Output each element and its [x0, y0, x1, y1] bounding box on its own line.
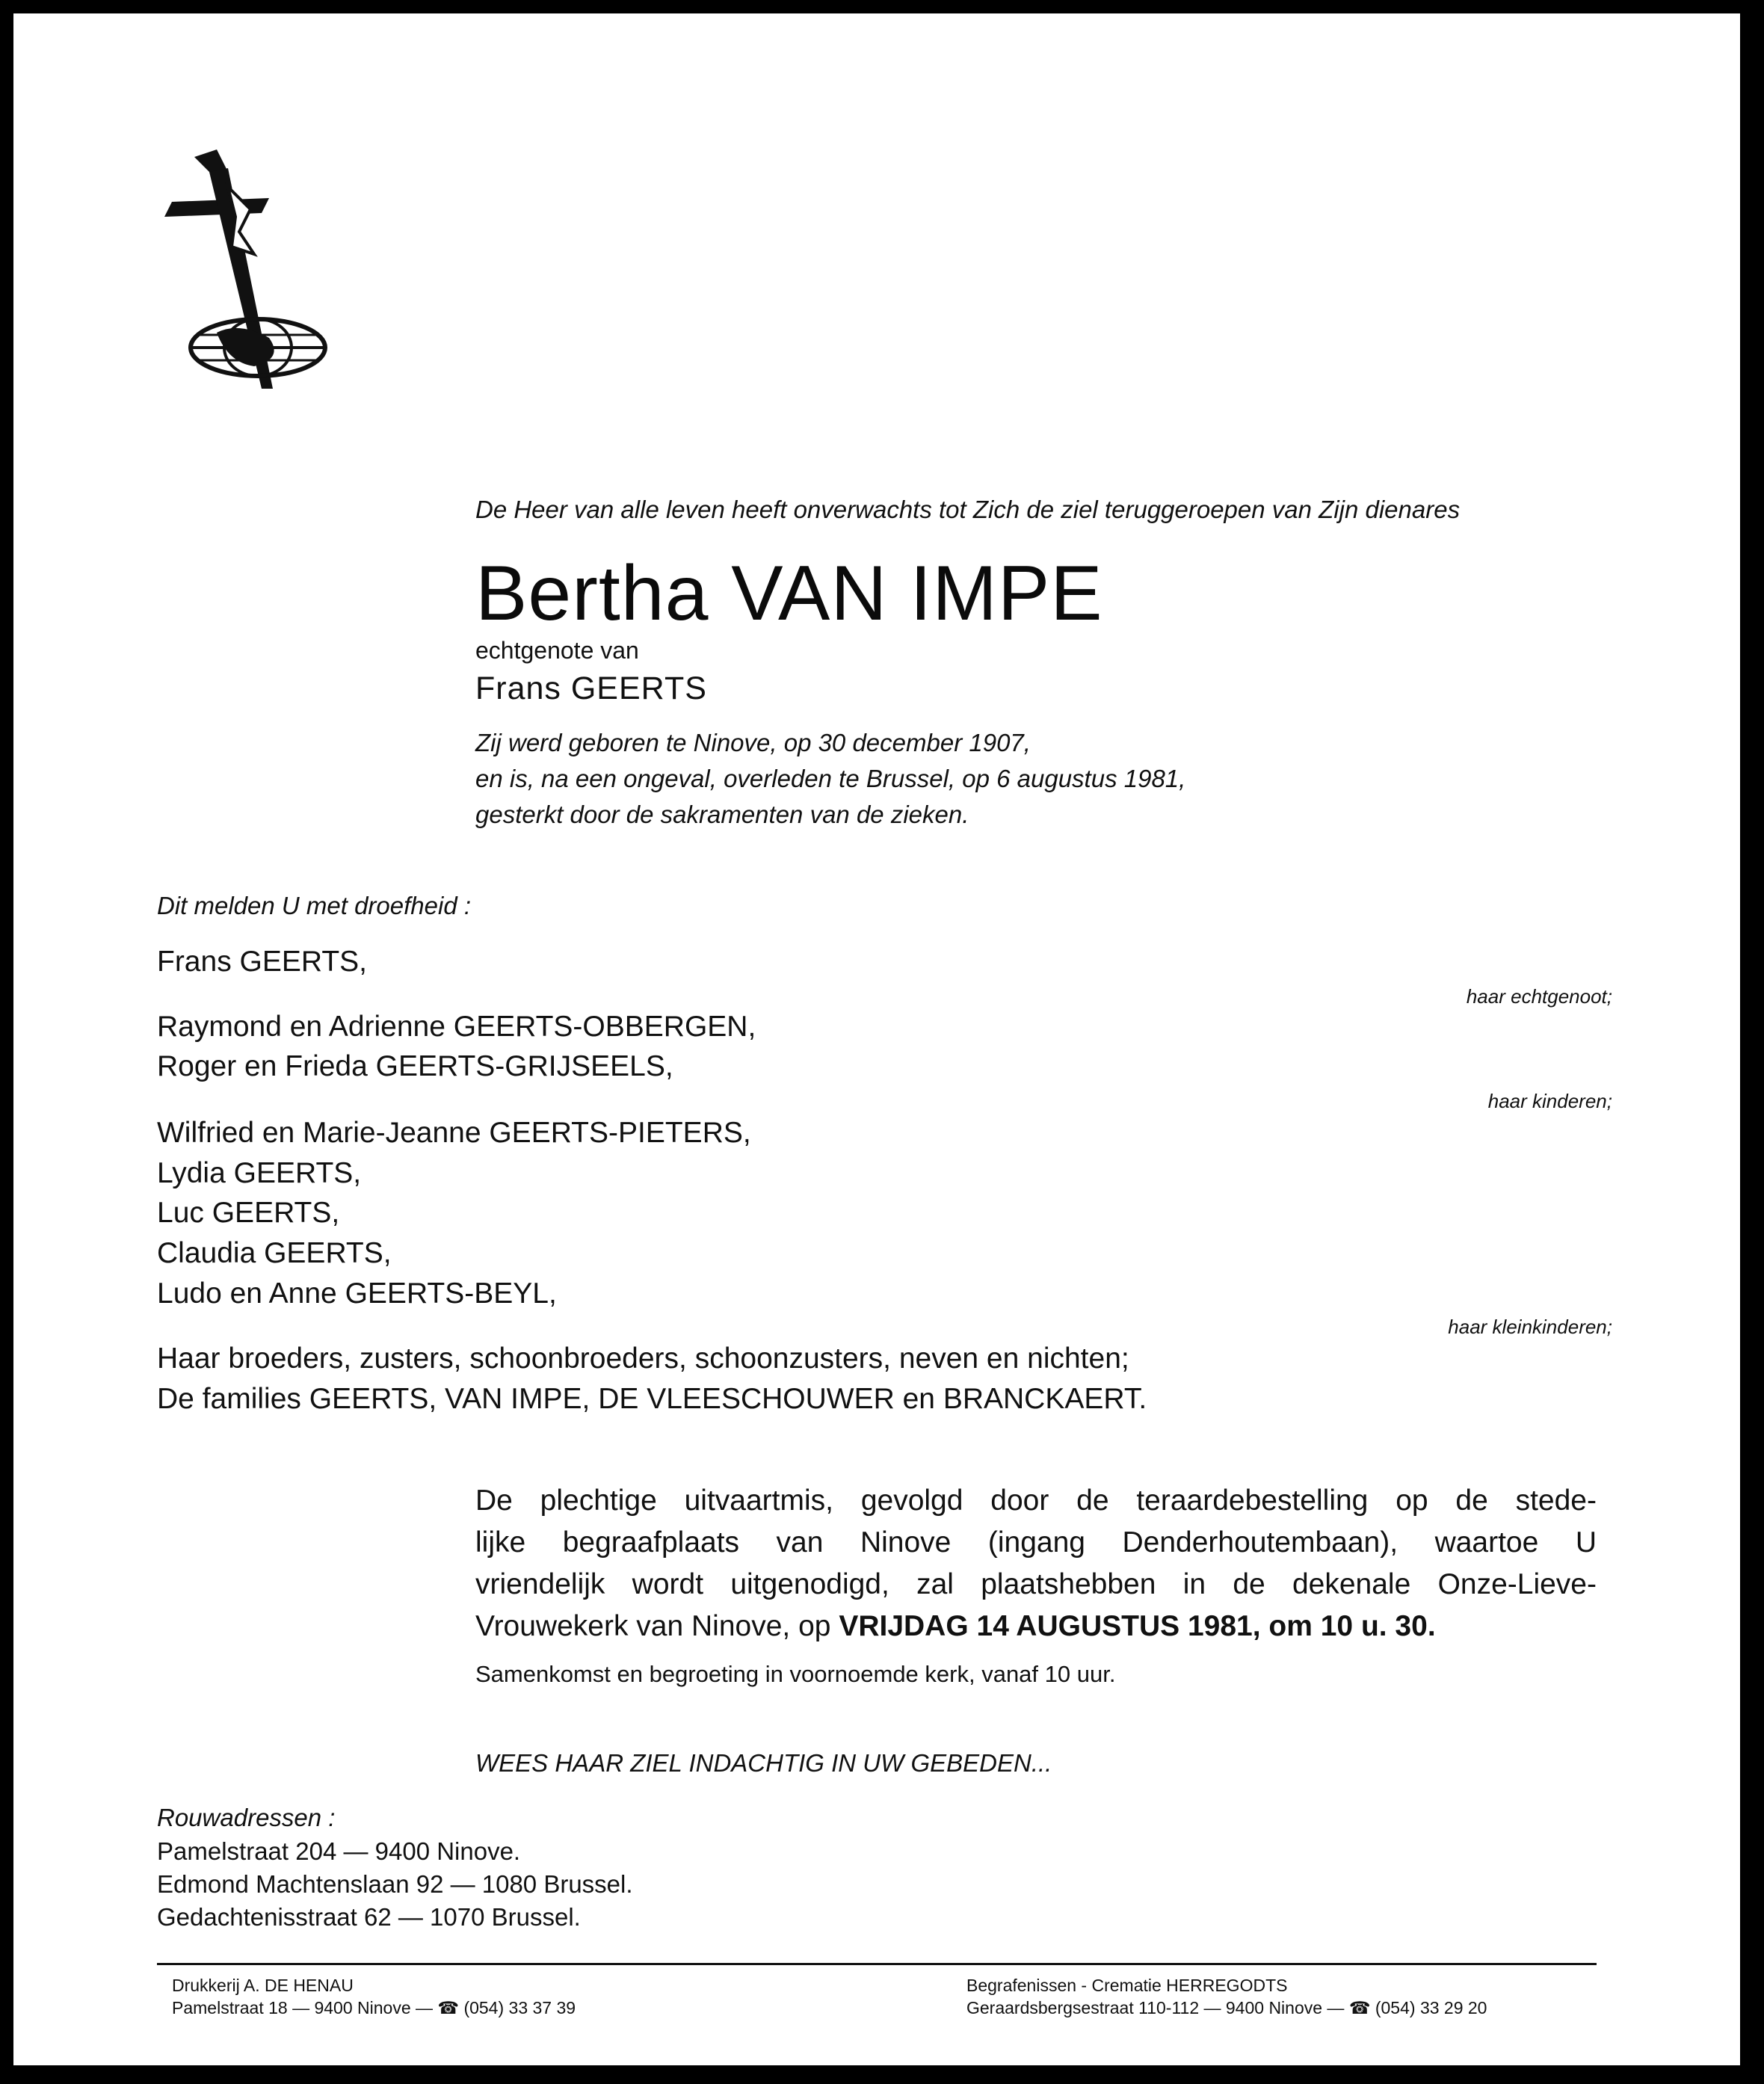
relation-grandchildren: haar kleinkinderen;	[1448, 1316, 1612, 1338]
funeral-line: lijke begraafplaats van Ninove (ingang Denderhoutembaan), waartoe U	[475, 1526, 1597, 1559]
address-line: Pamelstraat 204 — 9400 Ninove.	[157, 1837, 521, 1865]
family-line: Luc GEERTS,	[157, 1197, 340, 1229]
relation-spouse: haar echtgenoot;	[1466, 985, 1612, 1008]
footer-divider	[157, 1963, 1597, 1965]
funeral-line: De plechtige uitvaartmis, gevolgd door de teraardebestelling op de stede-	[475, 1485, 1597, 1517]
printer-address: Pamelstraat 18 — 9400 Ninove — ☎ (054) 33 37 39	[172, 1998, 576, 2017]
cross-globe-icon	[157, 142, 329, 389]
intro-text: De Heer van alle leven heeft onverwachts tot Zich de ziel teruggeroepen van Zijn dienares	[475, 496, 1461, 523]
bio-line: en is, na een ongeval, overleden te Brussel, op 6 augustus 1981,	[475, 765, 1186, 792]
spouse-prefix: echtgenote van	[475, 637, 639, 664]
address-line: Edmond Machtenslaan 92 — 1080 Brussel.	[157, 1870, 633, 1898]
spouse-name: Frans GEERTS	[475, 670, 707, 706]
family-line: Wilfried en Marie-Jeanne GEERTS-PIETERS,	[157, 1117, 751, 1149]
footer-undertaker	[966, 1974, 1487, 2019]
announce-text: Dit melden U met droefheid :	[157, 892, 472, 919]
remember-text: WEES HAAR ZIEL INDACHTIG IN UW GEBEDEN...	[475, 1749, 1052, 1777]
family-line: Raymond en Adrienne GEERTS-OBBERGEN,	[157, 1011, 756, 1043]
family-line: Ludo en Anne GEERTS-BEYL,	[157, 1277, 557, 1310]
family-line: Lydia GEERTS,	[157, 1157, 362, 1189]
family-line: Frans GEERTS,	[157, 946, 368, 978]
relation-children: haar kinderen;	[1487, 1090, 1612, 1112]
funeral-line: vriendelijk wordt uitgenodigd, zal plaatshebben in de dekenale Onze-Lieve-	[475, 1568, 1597, 1600]
family-line: De families GEERTS, VAN IMPE, DE VLEESCHOUWER en BRANCKAERT.	[157, 1383, 1147, 1415]
family-line: Claudia GEERTS,	[157, 1237, 392, 1269]
funeral-date: VRIJDAG 14 AUGUSTUS 1981, om 10 u. 30.	[839, 1610, 1436, 1642]
undertaker-name: Begrafenissen - Crematie HERREGODTS	[966, 1976, 1288, 1995]
bio-line: gesterkt door de sakramenten van de zieken.	[475, 801, 969, 828]
funeral-last-prefix: Vrouwekerk van Ninove, op	[475, 1610, 839, 1642]
funeral-line-last	[475, 1606, 1597, 1647]
family-line: Haar broeders, zusters, schoonbroeders, schoonzusters, neven en nichten;	[157, 1342, 1129, 1375]
gathering-text: Samenkomst en begroeting in voornoemde kerk, vanaf 10 uur.	[475, 1661, 1116, 1687]
address-line: Gedachtenisstraat 62 — 1070 Brussel.	[157, 1903, 581, 1931]
bio-line: Zij werd geboren te Ninove, op 30 december 1907,	[475, 729, 1031, 756]
biography	[475, 725, 1185, 833]
family-line: Roger en Frieda GEERTS-GRIJSEELS,	[157, 1050, 673, 1082]
deceased-name: Bertha VAN IMPE	[475, 550, 1103, 637]
footer-printer	[172, 1974, 576, 2019]
funeral-paragraph	[475, 1480, 1597, 1647]
addresses-title: Rouwadressen :	[157, 1804, 336, 1831]
printer-name: Drukkerij A. DE HENAU	[172, 1976, 354, 1995]
undertaker-address: Geraardsbergsestraat 110-112 — 9400 Ninove — ☎ (054) 33 29 20	[966, 1998, 1487, 2017]
